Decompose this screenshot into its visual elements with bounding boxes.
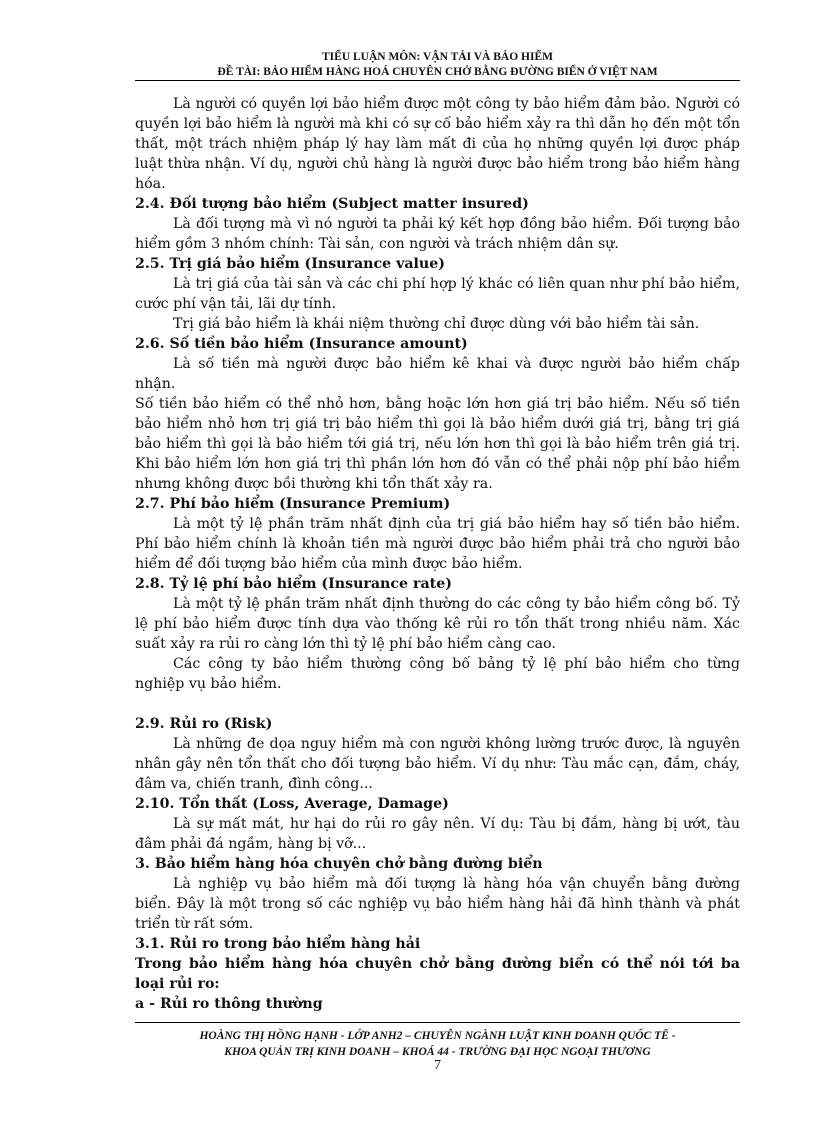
section-heading-3: 3. Bảo hiểm hàng hóa chuyên chở bằng đường biển [135,856,543,872]
bold-paragraph: Trong bảo hiểm hàng hóa chuyên chở bằng đường biển có thể nói tới ba loại rủi ro: [135,956,740,992]
header-rule [135,80,740,81]
section-heading-2-4: 2.4. Đối tượng bảo hiểm (Subject matter insured) [135,196,529,212]
section-heading-2-10: 2.10. Tổn thất (Loss, Average, Damage) [135,796,449,812]
header-topic-title: ĐỀ TÀI: BẢO HIỂM HÀNG HOÁ CHUYÊN CHỞ BẰNG ĐƯỜNG BIỂN Ở VIỆT NAM [217,66,658,78]
paragraph: Là số tiền mà người được bảo hiểm kê khai và được người bảo hiểm chấp nhận. [135,356,740,392]
blank-line [135,694,740,714]
document-body [135,94,740,1014]
paragraph: Là những đe dọa nguy hiểm mà con người không lường trước được, là nguyên nhân gây nên tổn thất cho đối tượng bảo hiểm. Ví dụ như: Tàu mắc cạn, đắm, cháy, đâm va, chiến tranh, đình công... [135,736,740,792]
section-heading-2-5: 2.5. Trị giá bảo hiểm (Insurance value) [135,256,445,272]
section-heading-2-6: 2.6. Số tiền bảo hiểm (Insurance amount) [135,336,468,352]
page-header [135,50,740,80]
footer-rule [135,1022,740,1023]
header-course-title: TIỂU LUẬN MÔN: VẬN TẢI VÀ BẢO HIỂM [322,51,553,63]
paragraph: Số tiền bảo hiểm có thể nhỏ hơn, bằng hoặc lớn hơn giá trị bảo hiểm. Nếu số tiền bảo hiểm nhỏ hơn trị giá trị bảo hiểm thì gọi là bảo hiểm dưới giá trị, bằng trị giá bảo hiểm thì gọi là bảo hiểm tới giá trị, nếu lớn hơn thì gọi là bảo hiểm trên giá trị. Khi bảo hiểm lớn hơn giá trị thì phần lớn hơn đó vẫn có thể phải nộp phí bảo hiểm nhưng không được bồi thường khi tổn thất xảy ra. [135,396,740,492]
footer-author-line: HOÀNG THỊ HỒNG HẠNH - LỚP ANH2 – CHUYÊN NGÀNH LUẬT KINH DOANH QUỐC TẾ - [199,1030,676,1042]
paragraph: Là một tỷ lệ phần trăm nhất định của trị giá bảo hiểm hay số tiền bảo hiểm. Phí bảo hiểm chính là khoản tiền mà người được bảo hiểm phải trả cho người bảo hiểm để đối tượng bảo hiểm của mình được bảo hiểm. [135,516,740,572]
subsection-heading-a: a - Rủi ro thông thường [135,996,323,1012]
paragraph: Trị giá bảo hiểm là khái niệm thường chỉ được dùng với bảo hiểm tài sản. [173,316,700,332]
section-heading-2-7: 2.7. Phí bảo hiểm (Insurance Premium) [135,496,451,512]
section-heading-3-1: 3.1. Rủi ro trong bảo hiểm hàng hải [135,936,421,952]
footer-school-line: KHOA QUẢN TRỊ KINH DOANH – KHOÁ 44 - TRƯỜNG ĐẠI HỌC NGOẠI THƯƠNG [224,1046,651,1058]
paragraph: Là trị giá của tài sản và các chi phí hợp lý khác có liên quan như phí bảo hiểm, cước phí vận tải, lãi dự tính. [135,276,740,312]
paragraph: Là nghiệp vụ bảo hiểm mà đối tượng là hàng hóa vận chuyển bằng đường biển. Đây là một trong số các nghiệp vụ bảo hiểm hàng hải đã hình thành và phát triển từ rất sớm. [135,876,740,932]
page-number: 7 [434,1058,441,1073]
paragraph: Là người có quyền lợi bảo hiểm được một công ty bảo hiểm đảm bảo. Người có quyền lợi bảo hiểm là người mà khi có sự cố bảo hiểm xảy ra thì dẫn họ đến một tổn thất, một trách nhiệm pháp lý hay làm mất đi của họ những quyền lợi được pháp luật thừa nhận. Ví dụ, người chủ hàng là người được bảo hiểm trong bảo hiểm hàng hóa. [135,96,740,192]
paragraph: Là đối tượng mà vì nó người ta phải ký kết hợp đồng bảo hiểm. Đối tượng bảo hiểm gồm 3 nhóm chính: Tài sản, con người và trách nhiệm dân sự. [135,216,740,252]
section-heading-2-9: 2.9. Rủi ro (Risk) [135,716,273,732]
section-heading-2-8: 2.8. Tỷ lệ phí bảo hiểm (Insurance rate) [135,576,452,592]
page-footer [135,1028,740,1060]
paragraph: Các công ty bảo hiểm thường công bố bảng tỷ lệ phí bảo hiểm cho từng nghiệp vụ bảo hiểm. [135,656,740,692]
paragraph: Là sự mất mát, hư hại do rủi ro gây nên. Ví dụ: Tàu bị đắm, hàng bị ướt, tàu đâm phải đá ngầm, hàng bị vỡ... [135,816,740,852]
paragraph: Là một tỷ lệ phần trăm nhất định thường do các công ty bảo hiểm công bố. Tỷ lệ phí bảo hiểm được tính dựa vào thống kê rủi ro tổn thất trong nhiều năm. Xác suất xảy ra rủi ro càng lớn thì tỷ lệ phí bảo hiểm càng cao. [135,596,740,652]
